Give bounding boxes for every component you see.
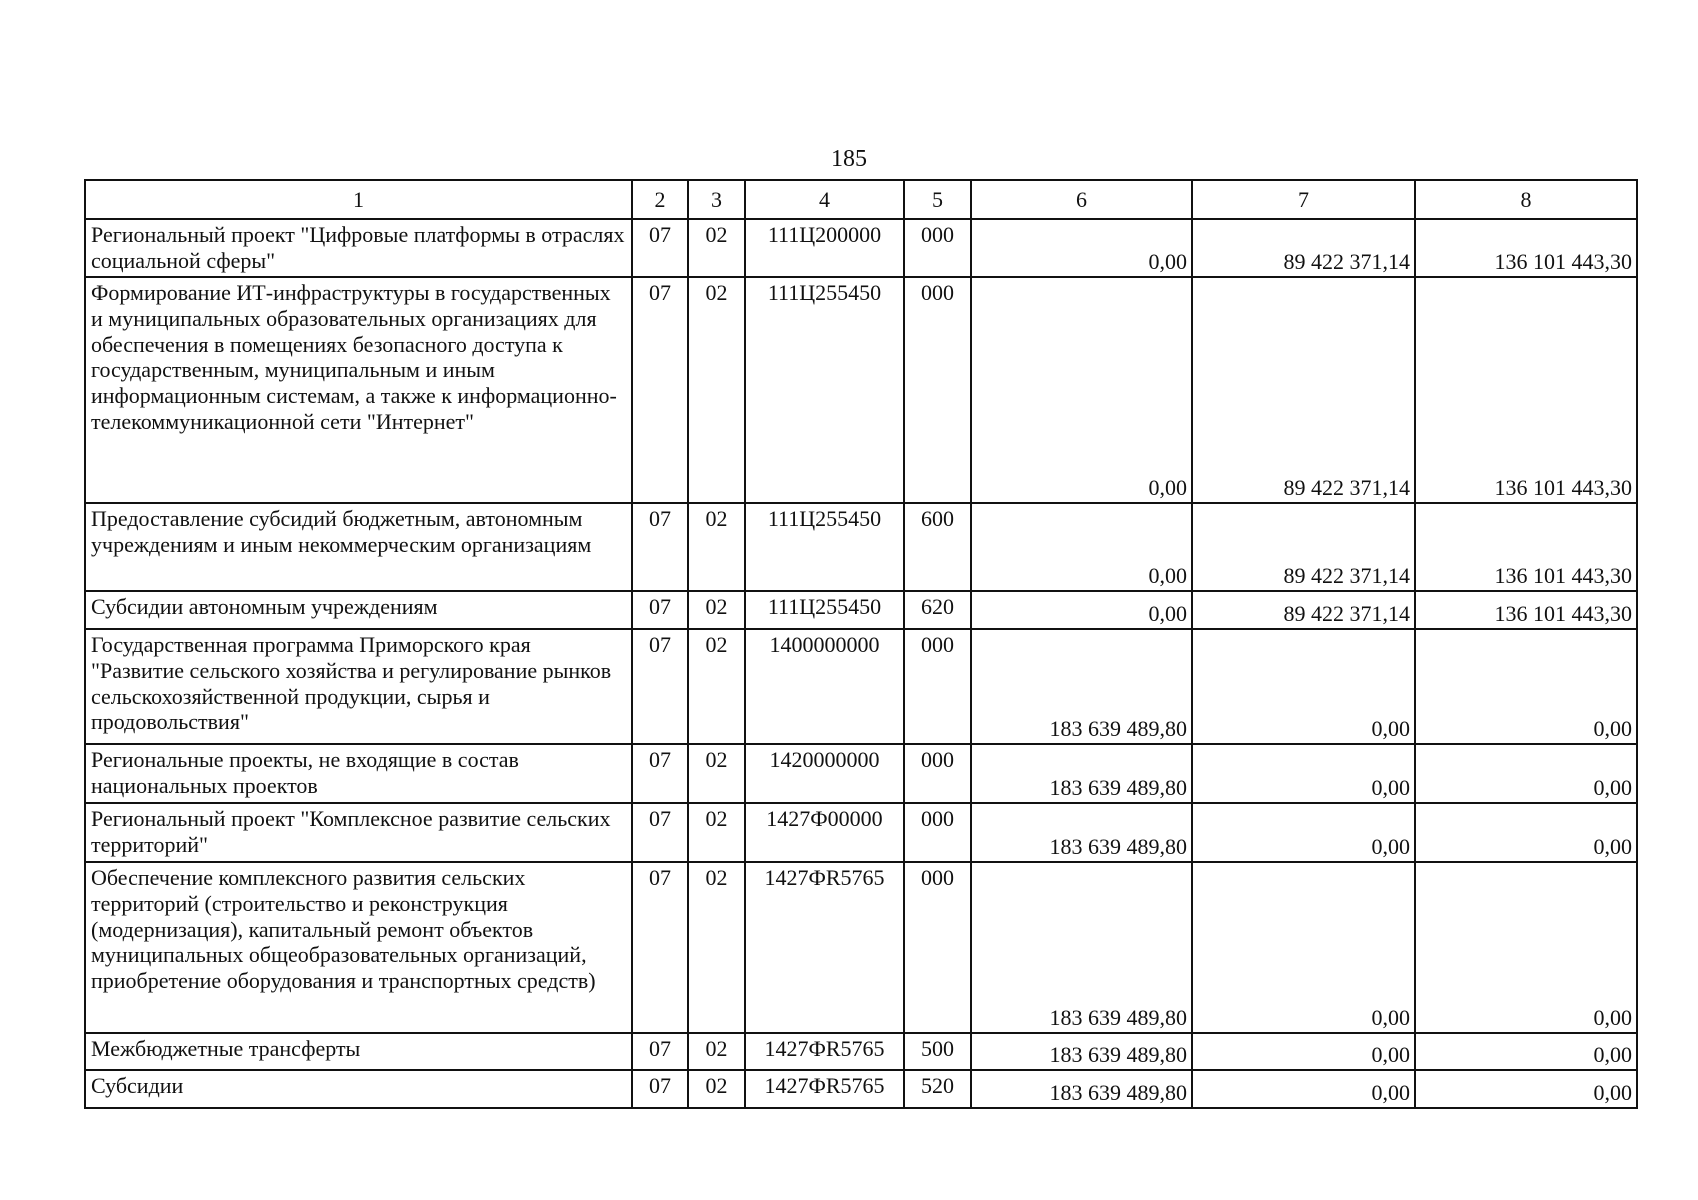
- row-name: Субсидии: [85, 1070, 632, 1108]
- amount-col6: 183 639 489,80: [971, 744, 1192, 803]
- column-header: 6: [971, 180, 1192, 219]
- amount-col8: 136 101 443,30: [1415, 591, 1637, 629]
- amount-col8: 0,00: [1415, 862, 1637, 1033]
- row-name: Региональный проект "Комплексное развитие сельских территорий": [85, 803, 632, 862]
- subsection-code: 02: [688, 277, 745, 503]
- amount-col8: 0,00: [1415, 1070, 1637, 1108]
- amount-col6: 0,00: [971, 277, 1192, 503]
- expense-type-code: 000: [904, 629, 971, 744]
- section-code: 07: [632, 1033, 688, 1070]
- amount-col6: 183 639 489,80: [971, 803, 1192, 862]
- amount-col7: 89 422 371,14: [1192, 503, 1415, 591]
- amount-col8: 136 101 443,30: [1415, 219, 1637, 277]
- table-row: [85, 591, 1637, 629]
- amount-col8: 0,00: [1415, 744, 1637, 803]
- amount-col7: 0,00: [1192, 1070, 1415, 1108]
- expense-type-code: 000: [904, 277, 971, 503]
- table-row: [85, 803, 1637, 862]
- subsection-code: 02: [688, 1033, 745, 1070]
- amount-col8: 136 101 443,30: [1415, 277, 1637, 503]
- table-row: [85, 503, 1637, 591]
- amount-col7: 89 422 371,14: [1192, 219, 1415, 277]
- subsection-code: 02: [688, 219, 745, 277]
- section-code: 07: [632, 277, 688, 503]
- target-article-code: 1427ФR5765: [745, 1070, 904, 1108]
- subsection-code: 02: [688, 629, 745, 744]
- amount-col6: 0,00: [971, 591, 1192, 629]
- expense-type-code: 000: [904, 744, 971, 803]
- amount-col7: 0,00: [1192, 744, 1415, 803]
- amount-col6: 0,00: [971, 219, 1192, 277]
- section-code: 07: [632, 744, 688, 803]
- section-code: 07: [632, 629, 688, 744]
- row-name: Региональный проект "Цифровые платформы в отраслях социальной сферы": [85, 219, 632, 277]
- column-header: 4: [745, 180, 904, 219]
- row-name: Обеспечение комплексного развития сельских территорий (строительство и реконструкция (модернизация), капитальный ремонт объектов муниципальных общеобразовательных организаций, приобретение оборудования и транспортных средств): [85, 862, 632, 1033]
- target-article-code: 1427ФR5765: [745, 862, 904, 1033]
- section-code: 07: [632, 803, 688, 862]
- section-code: 07: [632, 591, 688, 629]
- target-article-code: 1427ФR5765: [745, 1033, 904, 1070]
- target-article-code: 111Ц255450: [745, 277, 904, 503]
- table-row: [85, 219, 1637, 277]
- amount-col7: 89 422 371,14: [1192, 591, 1415, 629]
- amount-col6: 183 639 489,80: [971, 862, 1192, 1033]
- column-header: 3: [688, 180, 745, 219]
- target-article-code: 1420000000: [745, 744, 904, 803]
- section-code: 07: [632, 1070, 688, 1108]
- expense-type-code: 500: [904, 1033, 971, 1070]
- target-article-code: 111Ц255450: [745, 503, 904, 591]
- target-article-code: 111Ц200000: [745, 219, 904, 277]
- expense-type-code: 000: [904, 219, 971, 277]
- expense-type-code: 600: [904, 503, 971, 591]
- target-article-code: 1400000000: [745, 629, 904, 744]
- table-row: [85, 862, 1637, 1033]
- expense-type-code: 000: [904, 862, 971, 1033]
- row-name: Субсидии автономным учреждениям: [85, 591, 632, 629]
- amount-col8: 0,00: [1415, 629, 1637, 744]
- row-name: Предоставление субсидий бюджетным, автономным учреждениям и иным некоммерческим организациям: [85, 503, 632, 591]
- amount-col7: 0,00: [1192, 1033, 1415, 1070]
- table-row: [85, 744, 1637, 803]
- section-code: 07: [632, 503, 688, 591]
- expense-type-code: 620: [904, 591, 971, 629]
- subsection-code: 02: [688, 503, 745, 591]
- amount-col6: 183 639 489,80: [971, 1033, 1192, 1070]
- table-row: [85, 1070, 1637, 1108]
- target-article-code: 111Ц255450: [745, 591, 904, 629]
- amount-col7: 0,00: [1192, 862, 1415, 1033]
- amount-col7: 89 422 371,14: [1192, 277, 1415, 503]
- amount-col6: 183 639 489,80: [971, 1070, 1192, 1108]
- section-code: 07: [632, 862, 688, 1033]
- header-row: [85, 180, 1637, 219]
- subsection-code: 02: [688, 744, 745, 803]
- column-header: 5: [904, 180, 971, 219]
- expense-type-code: 000: [904, 803, 971, 862]
- expense-type-code: 520: [904, 1070, 971, 1108]
- target-article-code: 1427Ф00000: [745, 803, 904, 862]
- table-row: [85, 629, 1637, 744]
- table-row: [85, 1033, 1637, 1070]
- row-name: Межбюджетные трансферты: [85, 1033, 632, 1070]
- amount-col6: 183 639 489,80: [971, 629, 1192, 744]
- budget-table: [84, 179, 1638, 1109]
- amount-col6: 0,00: [971, 503, 1192, 591]
- page-number: 185: [831, 146, 867, 172]
- amount-col8: 0,00: [1415, 1033, 1637, 1070]
- amount-col7: 0,00: [1192, 803, 1415, 862]
- row-name: Формирование ИТ-инфраструктуры в государственных и муниципальных образовательных организациях для обеспечения в помещениях безопасного доступа к государственным, муниципальным и иным информационным системам, а также к информационно-телекоммуникационной сети "Интернет": [85, 277, 632, 503]
- row-name: Региональные проекты, не входящие в состав национальных проектов: [85, 744, 632, 803]
- section-code: 07: [632, 219, 688, 277]
- column-header: 1: [85, 180, 632, 219]
- subsection-code: 02: [688, 803, 745, 862]
- subsection-code: 02: [688, 862, 745, 1033]
- column-header: 8: [1415, 180, 1637, 219]
- row-name: Государственная программа Приморского края "Развитие сельского хозяйства и регулирование рынков сельскохозяйственной продукции, сырья и продовольствия": [85, 629, 632, 744]
- amount-col8: 136 101 443,30: [1415, 503, 1637, 591]
- column-header: 7: [1192, 180, 1415, 219]
- table-row: [85, 277, 1637, 503]
- subsection-code: 02: [688, 591, 745, 629]
- amount-col8: 0,00: [1415, 803, 1637, 862]
- column-header: 2: [632, 180, 688, 219]
- subsection-code: 02: [688, 1070, 745, 1108]
- amount-col7: 0,00: [1192, 629, 1415, 744]
